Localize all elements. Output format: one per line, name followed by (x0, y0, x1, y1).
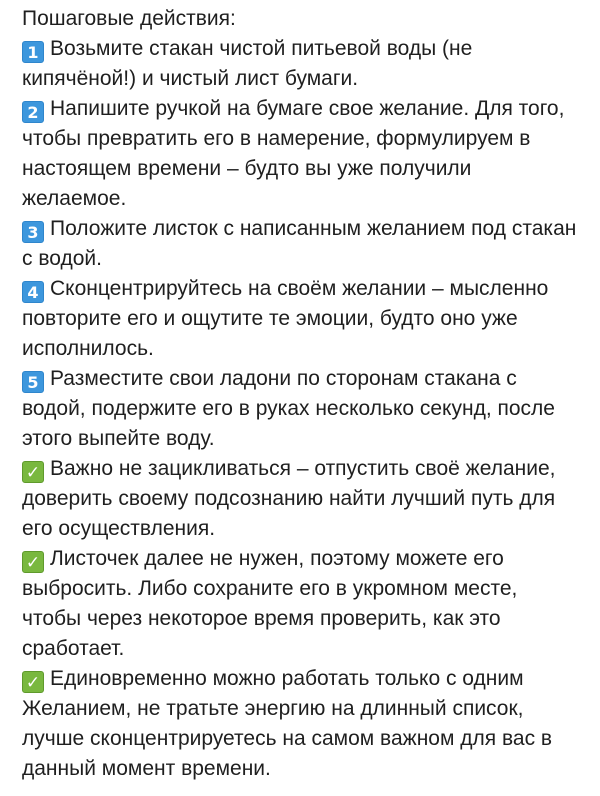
step-2 (22, 94, 580, 214)
keycap-2-icon: 2 (22, 101, 44, 123)
check-mark-icon: ✓ (22, 461, 44, 483)
keycap-3-icon: 3 (22, 221, 44, 243)
note-3 (22, 664, 580, 784)
keycap-1-icon: 1 (22, 41, 44, 63)
keycap-5-icon: 5 (22, 371, 44, 393)
note-2 (22, 544, 580, 664)
note-1-text: Важно не зацикливаться – отпустить своё желание, доверить своему подсознанию найти лучший путь для его осуществления. (22, 457, 556, 540)
note-3-text: Единовременно можно работать только с одним Желанием, не тратьте энергию на длинный список, лучше сконцентрируетесь на самом важном для вас в данный момент времени. (22, 667, 553, 780)
step-4 (22, 274, 580, 364)
step-1-text: Возьмите стакан чистой питьевой воды (не кипячёной!) и чистый лист бумаги. (22, 37, 473, 90)
step-3 (22, 214, 580, 274)
heading: Пошаговые действия: (22, 7, 236, 30)
step-2-text: Напишите ручкой на бумаге свое желание. Для того, чтобы превратить его в намерение, формулируем в настоящем времени – будто вы уже получили желаемое. (22, 97, 565, 210)
keycap-4-icon: 4 (22, 281, 44, 303)
step-3-text: Положите листок с написанным желанием под стакан с водой. (22, 217, 577, 270)
step-5 (22, 364, 580, 454)
step-1 (22, 34, 580, 94)
check-mark-icon: ✓ (22, 671, 44, 693)
step-4-text: Сконцентрируйтесь на своём желании – мысленно повторите его и ощутите те эмоции, будто оно уже исполнилось. (22, 277, 549, 360)
check-mark-icon: ✓ (22, 551, 44, 573)
note-2-text: Листочек далее не нужен, поэтому можете его выбросить. Либо сохраните его в укромном месте, чтобы через некоторое время проверить, как это сработает. (22, 547, 518, 660)
step-5-text: Разместите свои ладони по сторонам стакана с водой, подержите его в руках несколько секунд, после этого выпейте воду. (22, 367, 555, 450)
note-1 (22, 454, 580, 544)
